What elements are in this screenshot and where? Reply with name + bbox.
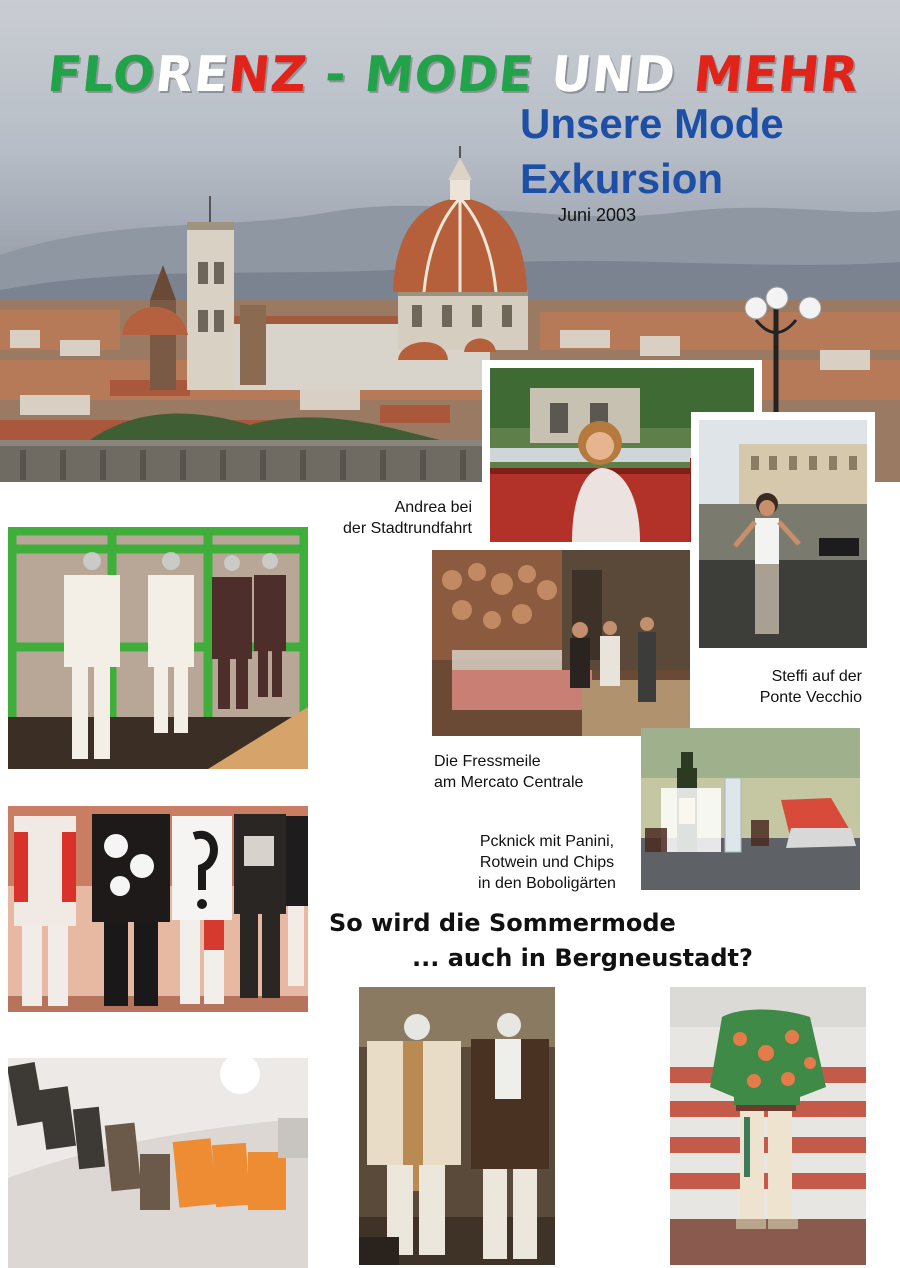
caption-line: Die Fressmeile xyxy=(434,753,541,770)
hanging-shirts-illustration xyxy=(8,1058,308,1268)
title-segment: UND xyxy=(548,46,697,103)
floral-jacket-illustration xyxy=(670,987,866,1265)
steffi-ponte-vecchio-photo xyxy=(691,412,875,656)
picnic-photo xyxy=(641,728,860,890)
caption-line: am Mercato Centrale xyxy=(434,774,584,791)
suits-illustration xyxy=(8,527,308,769)
hanging-shirts-display-photo xyxy=(8,1058,308,1268)
printed-shirts-display-photo xyxy=(8,806,308,1012)
shirts-illustration xyxy=(8,806,308,1012)
title-segment: RE xyxy=(152,46,232,103)
caption-line: in den Boboligärten xyxy=(478,875,616,892)
market-illustration xyxy=(432,550,690,736)
caption-line: der Stadtrundfahrt xyxy=(343,520,472,537)
caption-line: Rotwein und Chips xyxy=(479,854,615,871)
subtitle-line-1: Unsere Mode xyxy=(520,100,784,147)
florence-panorama-photo xyxy=(0,0,900,482)
headline-line-1: So wird die Sommermode xyxy=(329,909,676,937)
title-segment: NZ xyxy=(225,46,311,103)
steffi-illustration xyxy=(699,420,867,648)
title-segment: MEHR xyxy=(690,46,862,103)
white-suits-display-photo xyxy=(8,527,308,769)
page-title xyxy=(45,46,862,103)
title-segment: - MODE xyxy=(304,46,555,103)
caption-market xyxy=(434,751,634,793)
floral-jacket-mannequin-photo xyxy=(670,987,866,1265)
jacket-illustration xyxy=(359,987,555,1265)
date-label: Juni 2003 xyxy=(558,205,637,225)
mercato-centrale-photo xyxy=(432,550,690,736)
caption-steffi xyxy=(700,666,862,708)
white-jacket-mannequins-photo xyxy=(359,987,555,1265)
subtitle xyxy=(520,96,880,206)
caption-andrea xyxy=(300,497,472,539)
caption-line: Steffi auf der xyxy=(771,668,862,685)
caption-line: Andrea bei xyxy=(394,499,472,516)
picnic-illustration xyxy=(641,728,860,890)
caption-line: Pcknick mit Panini, xyxy=(479,833,615,850)
headline-line-2: ... auch in Bergneustadt? xyxy=(412,944,753,972)
title-segment: FLO xyxy=(45,46,159,103)
subtitle-line-2: Exkursion xyxy=(520,155,724,202)
caption-picnic xyxy=(457,831,637,894)
caption-line: Ponte Vecchio xyxy=(759,689,862,706)
